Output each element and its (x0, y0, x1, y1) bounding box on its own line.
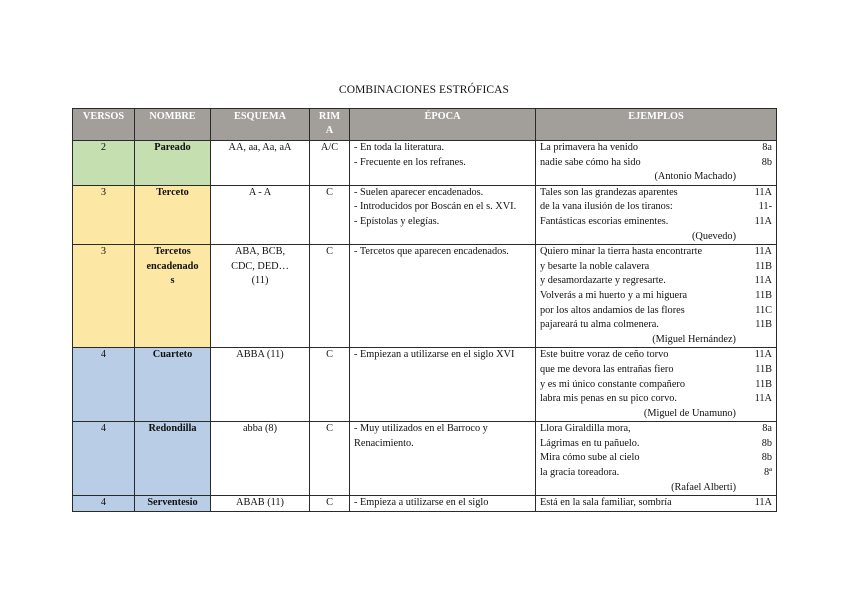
ejemplo-cell (536, 422, 777, 496)
nombre-text: Serventesio (147, 497, 198, 509)
epoca-cell (350, 245, 536, 348)
nombre-text: Cuarteto (152, 349, 193, 361)
esquema-cell (211, 496, 310, 512)
verse-line (540, 392, 772, 407)
verse-line (540, 318, 772, 333)
epoca-line: - En toda la literatura. (354, 142, 445, 153)
verse-meter: 11A (754, 497, 772, 509)
nombre-cell (135, 185, 211, 244)
verse-meter: 11C (755, 304, 772, 316)
verse-meter: 11B (755, 319, 772, 331)
verse-meter: 11A (754, 215, 772, 227)
verse-text: que me devora las entrañas fiero (540, 363, 674, 375)
verse-line (540, 186, 772, 201)
verse-meter: 8b (761, 437, 772, 449)
ejemplo-cell (536, 245, 777, 348)
verse-meter: 11A (754, 246, 772, 258)
verse-line (540, 260, 772, 275)
verse-text: por los altos andamios de las flores (540, 304, 685, 316)
verse-text: Está en la sala familiar, sombría (540, 497, 672, 509)
header-esquema: ESQUEMA (211, 109, 310, 141)
rima-cell: C (310, 185, 350, 244)
table-row (73, 422, 777, 496)
rima-cell: C (310, 348, 350, 422)
verse-text: y desamordazarte y regresarte. (540, 275, 666, 287)
strophe-table (72, 108, 777, 512)
verse-meter: 8a (762, 142, 772, 153)
table-row (73, 141, 777, 186)
versos-cell: 4 (73, 348, 135, 422)
versos-cell: 3 (73, 185, 135, 244)
verse-text: Quiero minar la tierra hasta encontrarte (540, 246, 703, 258)
nombre-cell (135, 141, 211, 186)
table-row (73, 496, 777, 512)
epoca-line: - Epístolas y elegías. (354, 215, 440, 227)
esquema-cell (211, 348, 310, 422)
versos-cell: 4 (73, 496, 135, 512)
verse-line (540, 437, 772, 452)
epoca-line: - Frecuente en los refranes. (354, 156, 466, 168)
verse-meter: 11B (755, 289, 772, 301)
esquema-text: A - A (248, 186, 272, 198)
verse-author: (Quevedo) (691, 230, 736, 242)
verse-line (540, 200, 772, 215)
verse-line (540, 245, 772, 260)
table-body (73, 141, 777, 512)
nombre-text: Terceto (156, 186, 189, 198)
header-epoca: ÉPOCA (350, 109, 536, 141)
esquema-text: abba (8) (242, 423, 278, 435)
epoca-cell (350, 496, 536, 512)
esquema-cell (211, 185, 310, 244)
verse-meter: 8b (761, 452, 772, 464)
verse-author: (Antonio Machado) (654, 171, 736, 183)
verse-author: (Miguel de Unamuno) (643, 407, 736, 419)
verse-meter: 8a (762, 423, 772, 435)
verse-line (540, 378, 772, 393)
verse-text: La primavera ha venido (540, 142, 639, 153)
epoca-line: - Empiezan a utilizarse en el siglo XVI (354, 349, 515, 361)
ejemplo-cell (536, 185, 777, 244)
verse-line (540, 304, 772, 319)
epoca-cell (350, 422, 536, 496)
verse-author: (Miguel Hernández) (652, 333, 736, 345)
verse-line (540, 215, 772, 230)
rima-cell: C (310, 422, 350, 496)
esquema-cell (211, 141, 310, 186)
ejemplo-cell (536, 348, 777, 422)
verse-text: labra mis penas en su pico corvo. (540, 393, 677, 405)
ejemplo-cell (536, 496, 777, 512)
verse-text: y besarte la noble calavera (540, 260, 650, 272)
ejemplo-cell (536, 141, 777, 186)
header-versos: VERSOS (73, 109, 135, 141)
esquema-text: ABA, BCB, (234, 246, 286, 258)
verse-line (540, 363, 772, 378)
verse-line (540, 348, 772, 363)
verse-meter: 11A (754, 349, 772, 361)
verse-text: de la vana ilusión de los tiranos: (540, 201, 673, 213)
nombre-text: Redondilla (148, 423, 197, 435)
epoca-cell (350, 185, 536, 244)
table-row (73, 245, 777, 348)
verse-text: Tales son las grandezas aparentes (540, 186, 678, 198)
header-rima: RIM A (310, 109, 350, 141)
nombre-cell (135, 496, 211, 512)
epoca-line: - Introducidos por Boscán en el s. XVI. (354, 201, 517, 213)
header-nombre: NOMBRE (135, 109, 211, 141)
verse-meter: 8ª (764, 467, 772, 479)
verse-line (540, 274, 772, 289)
verse-text: la gracia toreadora. (540, 467, 620, 479)
esquema-text: ABAB (11) (236, 497, 284, 509)
epoca-line: - Empieza a utilizarse en el siglo (354, 497, 489, 509)
page-title: COMBINACIONES ESTRÓFICAS (338, 84, 510, 96)
nombre-text: encadenado (146, 260, 199, 272)
table-row (73, 348, 777, 422)
verse-line (540, 141, 772, 156)
verse-meter: 11- (758, 201, 772, 213)
nombre-text: s (170, 275, 175, 287)
rima-cell: A/C (310, 141, 350, 186)
verse-meter: 11A (754, 186, 772, 198)
verse-line (540, 156, 772, 171)
verse-text: Volverás a mi huerto y a mi higuera (540, 289, 688, 301)
verse-meter: 11A (754, 275, 772, 287)
verse-text: nadie sabe cómo ha sido (540, 156, 641, 168)
verse-text: Fantásticas escorias eminentes. (540, 215, 669, 227)
esquema-cell (211, 422, 310, 496)
epoca-cell (350, 141, 536, 186)
verse-meter: 11A (754, 393, 772, 405)
verse-line (540, 451, 772, 466)
verse-text: Mira cómo sube al cielo (540, 452, 640, 464)
verse-line (540, 496, 772, 511)
verse-meter: 8b (761, 156, 772, 168)
nombre-cell (135, 245, 211, 348)
verse-meter: 11B (755, 260, 772, 272)
versos-cell: 2 (73, 141, 135, 186)
verse-text: Llora Giraldilla mora, (540, 423, 631, 435)
verse-line (540, 466, 772, 481)
nombre-text: Pareado (154, 142, 191, 153)
nombre-cell (135, 422, 211, 496)
esquema-text: ABBA (11) (236, 349, 284, 361)
esquema-text: AA, aa, Aa, aA (228, 142, 292, 153)
verse-line (540, 422, 772, 437)
header-ejemplos: EJEMPLOS (536, 109, 777, 141)
verse-line (540, 289, 772, 304)
esquema-cell (211, 245, 310, 348)
verse-meter: 11B (755, 378, 772, 390)
versos-cell: 3 (73, 245, 135, 348)
esquema-text: (11) (251, 275, 269, 287)
epoca-line: - Tercetos que aparecen encadenados. (354, 246, 509, 258)
epoca-cell (350, 348, 536, 422)
nombre-cell (135, 348, 211, 422)
nombre-text: Tercetos (154, 246, 191, 258)
epoca-line: - Suelen aparecer encadenados. (354, 186, 484, 198)
verse-author: (Rafael Alberti) (671, 481, 736, 493)
verse-text: pajareará tu alma colmenera. (540, 319, 659, 331)
rima-cell: C (310, 496, 350, 512)
epoca-line: - Muy utilizados en el Barroco y Renacimiento. (354, 423, 488, 449)
table-row (73, 185, 777, 244)
verse-text: Lágrimas en tu pañuelo. (540, 437, 640, 449)
verse-text: y es mi único constante compañero (540, 378, 685, 390)
table-header-row (73, 109, 777, 141)
verse-meter: 11B (755, 363, 772, 375)
rima-cell: C (310, 245, 350, 348)
versos-cell: 4 (73, 422, 135, 496)
verse-text: Este buitre voraz de ceño torvo (540, 349, 669, 361)
esquema-text: CDC, DED… (231, 260, 289, 272)
